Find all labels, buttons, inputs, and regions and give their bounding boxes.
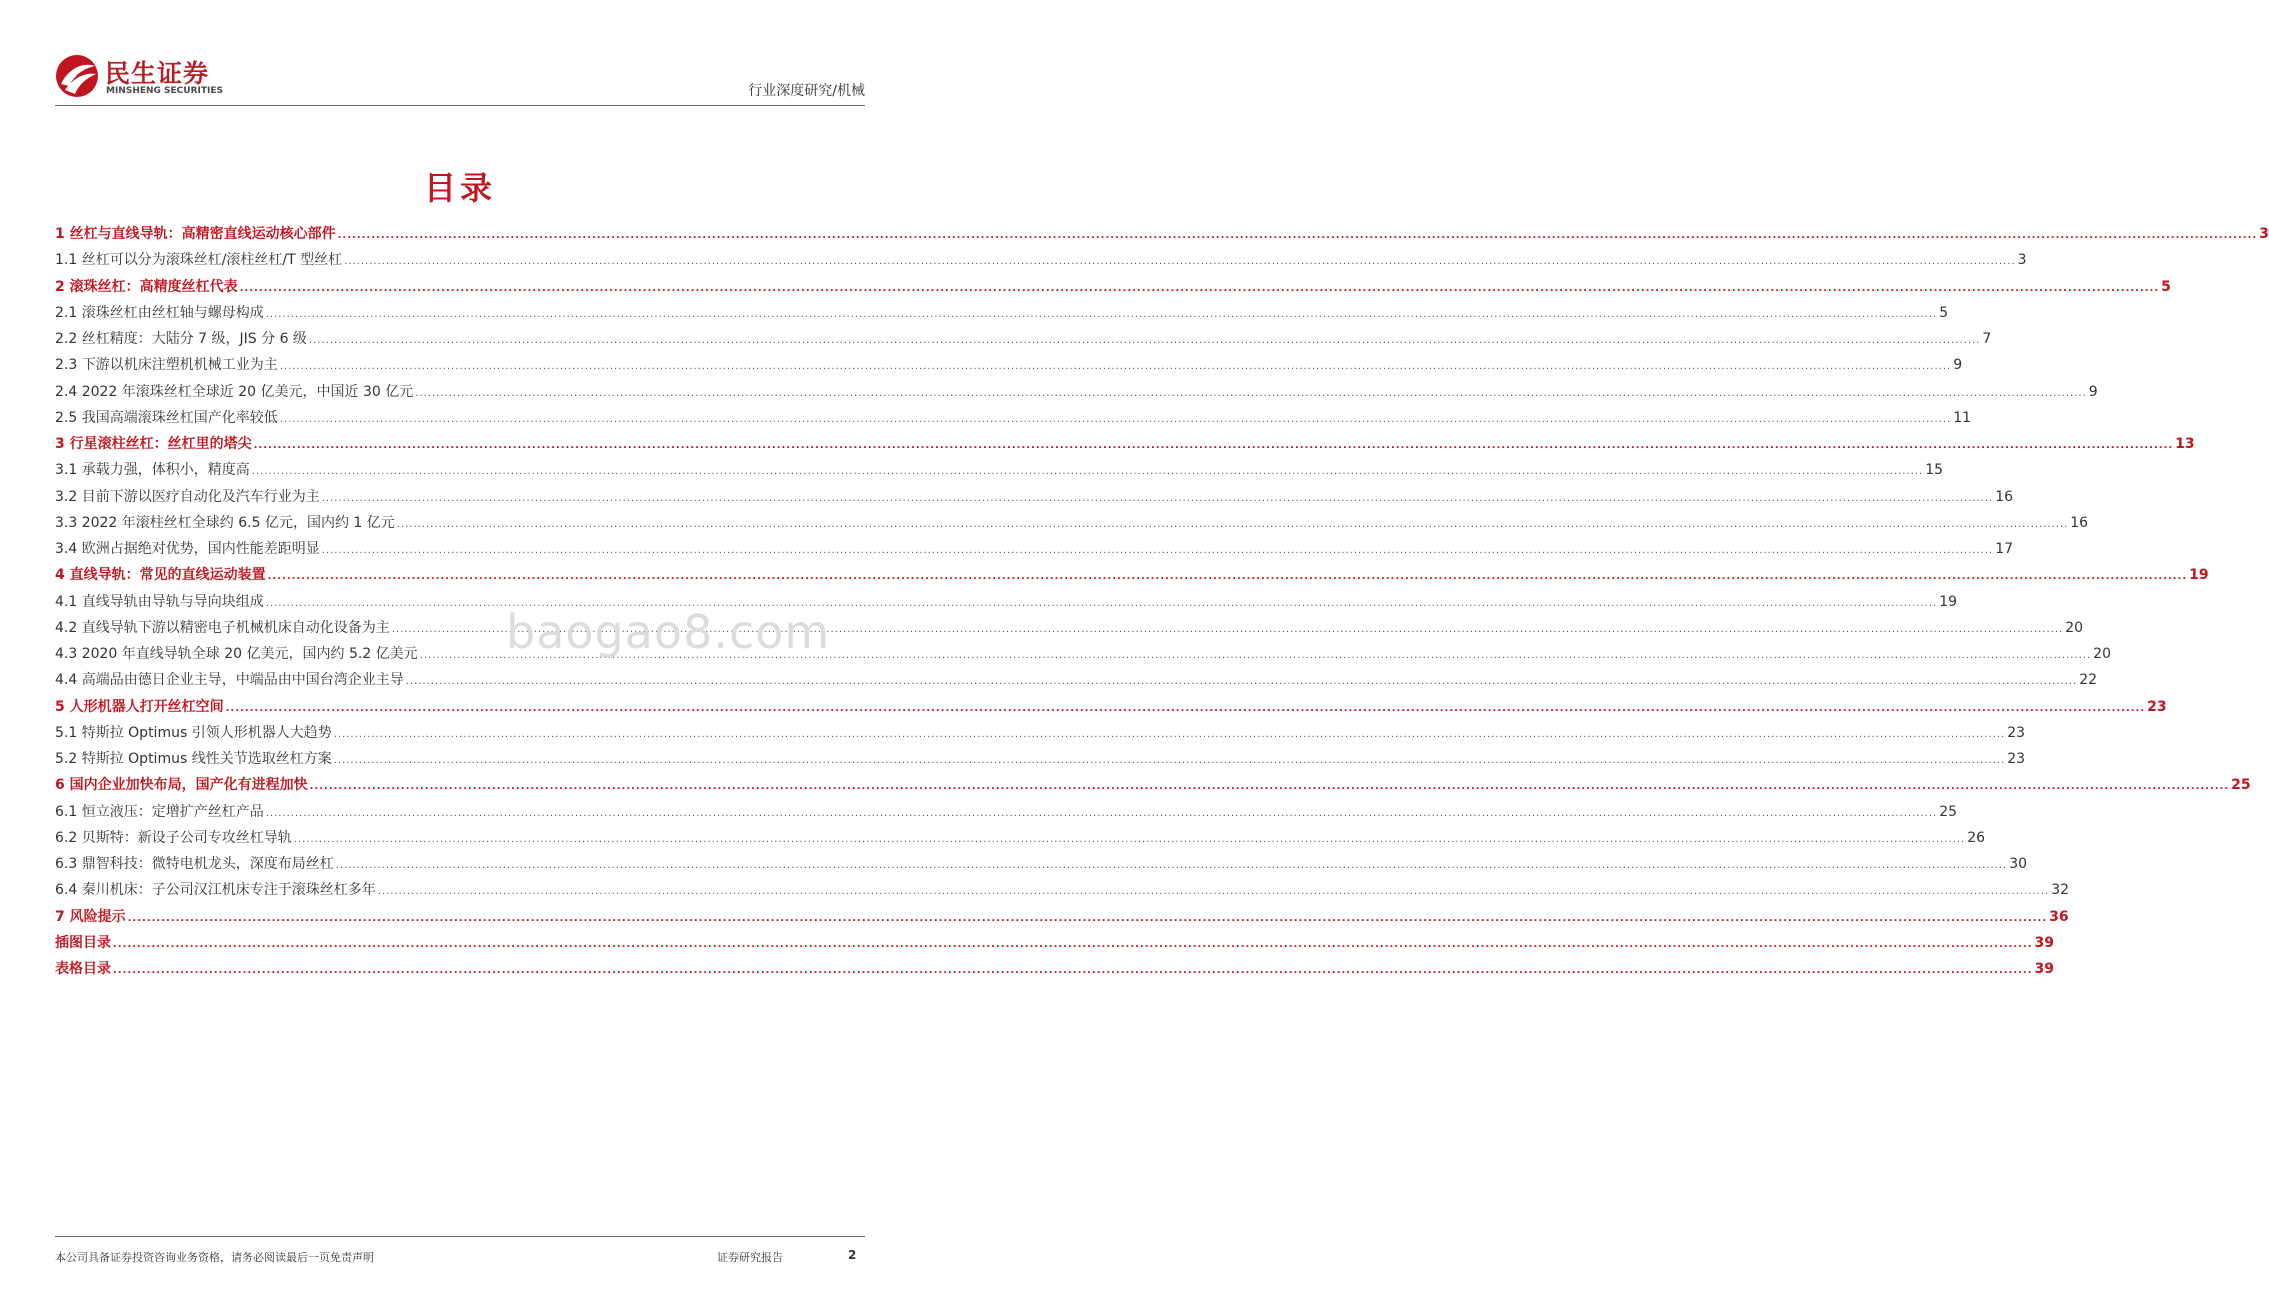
toc-entry-label: 7 风险提示 [55, 908, 126, 925]
toc-entry-page: 23 [2007, 751, 2026, 767]
toc-entry-page: 19 [2189, 567, 2209, 584]
toc-dot-leader: ................................................................................................................................................................................................................................................................................................................................................................................................................ [344, 256, 2016, 268]
toc-entry-page: 16 [1995, 488, 2014, 505]
header-divider [55, 105, 865, 106]
toc-entry[interactable] [55, 510, 2089, 536]
toc-dot-leader: ................................................................................................................................................................................................................................................................................................................................................................................................................ [415, 387, 2087, 399]
toc-entry-page: 26 [1967, 829, 1986, 846]
toc-dot-leader: ................................................................................................................................................................................................................................................................................................................................................................................................................ [321, 545, 1994, 556]
toc-dot-leader: ................................................................................................................................................................................................................................................................................................................................................................................................................ [265, 308, 1938, 320]
logo-english-name: MINSHENG SECURITIES [106, 86, 223, 96]
toc-entry[interactable] [55, 536, 2014, 562]
toc-dot-leader: ................................................................................................................................................................................................................................................................................................................................................................................................................ [377, 886, 2050, 898]
toc-entry[interactable] [55, 379, 2098, 405]
toc-entry-page: 30 [2009, 856, 2028, 872]
toc-entry-label: 2.1 滚珠丝杠由丝杠轴与螺母构成 [55, 304, 264, 321]
watermark: baogao8.com [506, 605, 831, 659]
footer-doc-type: 证券研究报告 [717, 1251, 783, 1264]
toc-dot-leader: ................................................................................................................................................................................................................................................................................................................................................................................................................ [279, 413, 1952, 425]
toc-entry[interactable] [55, 221, 2269, 247]
toc-entry-label: 3 行星滚柱丝杠：丝杠里的塔尖 [55, 436, 252, 452]
toc-entry-label: 5.2 特斯拉 Optimus 线性关节选取丝杠方案 [55, 751, 332, 767]
toc-entry[interactable] [55, 484, 2014, 510]
toc-entry[interactable] [55, 431, 2195, 457]
toc-entry-page: 3 [2259, 226, 2269, 242]
toc-dot-leader: ................................................................................................................................................................................................................................................................................................................................................................................................................ [267, 571, 2188, 583]
toc-entry[interactable] [55, 274, 2171, 300]
toc-entry[interactable] [55, 352, 1963, 378]
toc-dot-leader: ................................................................................................................................................................................................................................................................................................................................................................................................................ [335, 860, 2008, 871]
page-header [55, 50, 865, 106]
toc-dot-leader: ................................................................................................................................................................................................................................................................................................................................................................................................................ [253, 440, 2174, 451]
toc-entry-page: 9 [1953, 357, 1963, 374]
toc-entry-page: 23 [2147, 698, 2167, 715]
toc-entry-page: 5 [2161, 278, 2171, 295]
toc-entry-page: 25 [1939, 803, 1958, 820]
toc-entry[interactable] [55, 877, 2070, 903]
toc-entry-label: 6.4 秦川机床：子公司汉江机床专注于滚珠丝杠多年 [55, 882, 376, 899]
toc-entry[interactable] [55, 562, 2209, 588]
toc-title: 目录 [423, 169, 496, 207]
toc-entry-page: 3 [2017, 252, 2027, 269]
toc-entry[interactable] [55, 300, 1949, 326]
toc-entry-label: 6 国内企业加快布局，国产化有进程加快 [55, 777, 308, 794]
toc-entry-page: 7 [1982, 331, 1992, 347]
toc-dot-leader: ................................................................................................................................................................................................................................................................................................................................................................................................................ [113, 965, 2033, 976]
toc-dot-leader: ................................................................................................................................................................................................................................................................................................................................................................................................................ [265, 597, 1938, 609]
toc-entry-page: 39 [2034, 934, 2055, 951]
toc-entry-page: 5 [1939, 304, 1949, 321]
toc-entry-label: 4.3 2020 年直线导轨全球 20 亿美元，国内约 5.2 亿美元 [55, 646, 418, 662]
toc-dot-leader: ................................................................................................................................................................................................................................................................................................................................................................................................................ [333, 755, 2006, 766]
toc-dot-leader: ................................................................................................................................................................................................................................................................................................................................................................................................................ [309, 781, 2230, 793]
toc-entry-label: 3.4 欧洲占据绝对优势，国内性能差距明显 [55, 541, 320, 557]
toc-entry-page: 20 [2065, 619, 2084, 636]
toc-entry[interactable] [55, 326, 1992, 352]
toc-entry-label: 3.3 2022 年滚柱丝杠全球约 6.5 亿元，国内约 1 亿元 [55, 514, 395, 531]
toc-dot-leader: ................................................................................................................................................................................................................................................................................................................................................................................................................ [239, 282, 2160, 294]
toc-entry[interactable] [55, 956, 2055, 982]
toc-entry-label: 6.3 鼎智科技：微特电机龙头，深度布局丝杠 [55, 856, 334, 872]
toc-dot-leader: ................................................................................................................................................................................................................................................................................................................................................................................................................ [391, 623, 2064, 635]
toc-entry-page: 16 [2070, 514, 2089, 531]
toc-dot-leader: ................................................................................................................................................................................................................................................................................................................................................................................................................ [405, 676, 2078, 688]
toc-entry[interactable] [55, 746, 2026, 772]
toc-entry[interactable] [55, 772, 2251, 798]
toc-entry[interactable] [55, 720, 2026, 746]
toc-entry-page: 25 [2231, 777, 2251, 794]
toc-dot-leader: ................................................................................................................................................................................................................................................................................................................................................................................................................ [127, 912, 2048, 924]
toc-dot-leader: ................................................................................................................................................................................................................................................................................................................................................................................................................ [225, 702, 2146, 714]
toc-entry[interactable] [55, 799, 1958, 825]
toc-entry[interactable] [55, 405, 1972, 431]
toc-entry-page: 13 [2175, 436, 2195, 452]
toc-entry-page: 19 [1939, 593, 1958, 610]
toc-entry-label: 4 直线导轨：常见的直线运动装置 [55, 567, 266, 584]
minsheng-logo-icon [55, 54, 99, 98]
toc-dot-leader: ................................................................................................................................................................................................................................................................................................................................................................................................................ [419, 650, 2092, 661]
toc-entry-label: 插图目录 [55, 934, 111, 951]
toc-entry-page: 17 [1995, 541, 2014, 557]
toc-entry-label: 1.1 丝杠可以分为滚珠丝杠/滚柱丝杠/T 型丝杠 [55, 252, 343, 269]
page-number: 2 [848, 1248, 857, 1262]
report-category: 行业深度研究/机械 [748, 83, 865, 99]
footer-disclaimer: 本公司具备证券投资咨询业务资格，请务必阅读最后一页免责声明 [55, 1251, 374, 1264]
toc-entry-page: 36 [2049, 908, 2069, 925]
toc-entry-label: 3.1 承载力强，体积小，精度高 [55, 462, 250, 479]
toc-entry-label: 2.4 2022 年滚珠丝杠全球近 20 亿美元，中国近 30 亿元 [55, 383, 414, 400]
toc-entry[interactable] [55, 667, 2098, 693]
toc-entry[interactable] [55, 930, 2055, 956]
toc-dot-leader: ................................................................................................................................................................................................................................................................................................................................................................................................................ [113, 938, 2033, 950]
toc-entry-label: 3.2 目前下游以医疗自动化及汽车行业为主 [55, 488, 320, 505]
toc-entry-label: 6.2 贝斯特：新设子公司专攻丝杠导轨 [55, 829, 292, 846]
toc-dot-leader: ................................................................................................................................................................................................................................................................................................................................................................................................................ [279, 361, 1952, 373]
toc-dot-leader: ................................................................................................................................................................................................................................................................................................................................................................................................................ [265, 807, 1938, 819]
toc-entry-label: 2.2 丝杠精度：大陆分 7 级，JIS 分 6 级 [55, 331, 307, 347]
toc-entry-label: 6.1 恒立液压：定增扩产丝杠产品 [55, 803, 264, 820]
toc-entry-page: 15 [1925, 462, 1944, 479]
toc-dot-leader: ................................................................................................................................................................................................................................................................................................................................................................................................................ [337, 230, 2258, 241]
toc-dot-leader: ................................................................................................................................................................................................................................................................................................................................................................................................................ [333, 728, 2006, 740]
toc-entry-page: 11 [1953, 409, 1972, 426]
toc-entry-label: 5.1 特斯拉 Optimus 引领人形机器人大趋势 [55, 724, 332, 741]
toc-entry[interactable] [55, 851, 2028, 877]
toc-entry[interactable] [55, 904, 2069, 930]
toc-entry-label: 5 人形机器人打开丝杠空间 [55, 698, 224, 715]
toc-entry-label: 表格目录 [55, 961, 111, 977]
toc-entry-label: 2 滚珠丝杠：高精度丝杠代表 [55, 278, 238, 295]
toc-entry-page: 32 [2051, 882, 2070, 899]
toc-entry-label: 2.5 我国高端滚珠丝杠国产化率较低 [55, 409, 278, 426]
toc-entry-page: 39 [2034, 961, 2055, 977]
toc-entry-label: 2.3 下游以机床注塑机机械工业为主 [55, 357, 278, 374]
toc-dot-leader: ................................................................................................................................................................................................................................................................................................................................................................................................................ [251, 466, 1924, 478]
toc-dot-leader: ................................................................................................................................................................................................................................................................................................................................................................................................................ [396, 518, 2069, 530]
toc-entry[interactable] [55, 457, 1944, 483]
toc-entry-label: 1 丝杠与直线导轨：高精密直线运动核心部件 [55, 226, 336, 242]
toc-entry[interactable] [55, 825, 1986, 851]
toc-entry-page: 22 [2079, 672, 2098, 689]
toc-entry[interactable] [55, 694, 2167, 720]
toc-entry-label: 4.4 高端品由德日企业主导，中端品由中国台湾企业主导 [55, 672, 404, 689]
table-of-contents [55, 221, 2269, 982]
toc-entry-label: 4.2 直线导轨下游以精密电子机械机床自动化设备为主 [55, 619, 390, 636]
toc-entry-page: 20 [2093, 646, 2111, 662]
toc-entry-label: 4.1 直线导轨由导轨与导向块组成 [55, 593, 264, 610]
toc-entry-page: 23 [2007, 724, 2026, 741]
footer-divider [55, 1236, 865, 1237]
toc-dot-leader: ................................................................................................................................................................................................................................................................................................................................................................................................................ [321, 492, 1994, 504]
toc-dot-leader: ................................................................................................................................................................................................................................................................................................................................................................................................................ [308, 335, 1981, 346]
toc-entry[interactable] [55, 247, 2027, 273]
toc-entry-page: 9 [2088, 383, 2098, 400]
logo-chinese-name: 民生证券 [105, 59, 210, 88]
toc-dot-leader: ................................................................................................................................................................................................................................................................................................................................................................................................................ [293, 833, 1966, 845]
